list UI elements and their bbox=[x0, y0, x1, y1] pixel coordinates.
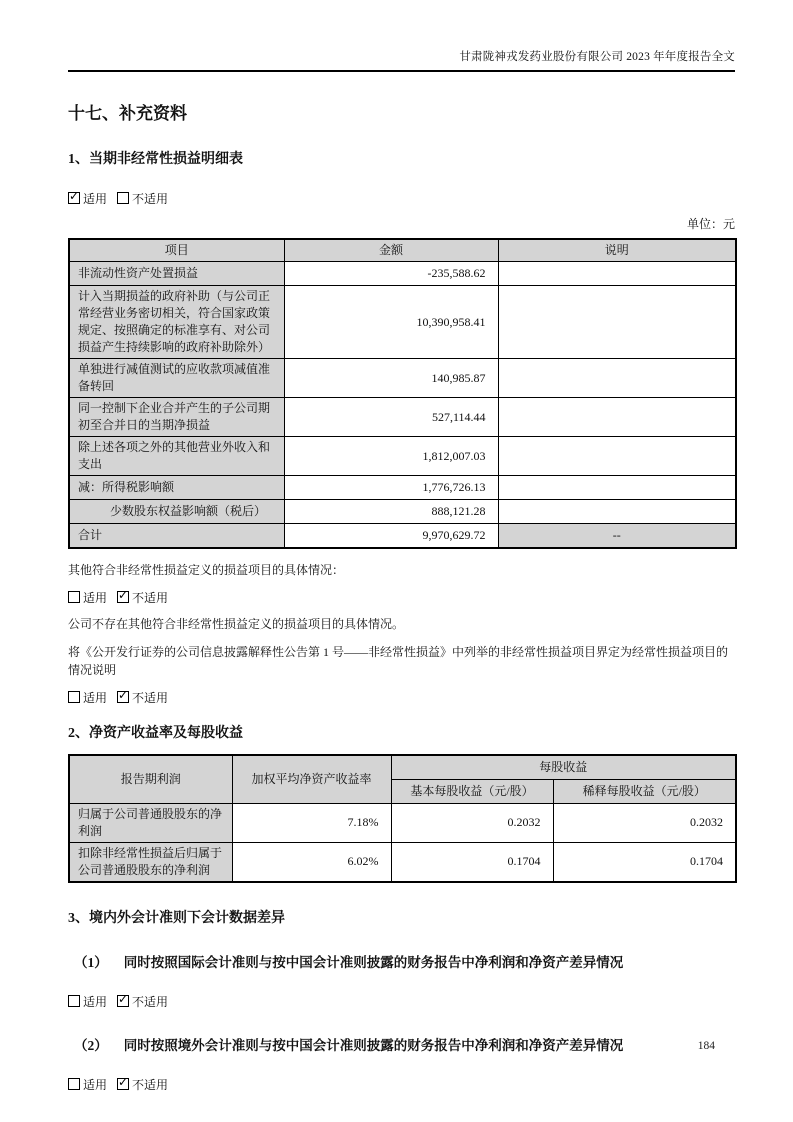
item-cell: 归属于公司普通股股东的净利润 bbox=[69, 803, 232, 842]
subsection-2-title: 2、净资产收益率及每股收益 bbox=[68, 725, 243, 741]
checkbox-checked-icon bbox=[117, 591, 129, 603]
table-header-row bbox=[69, 755, 736, 780]
diluted-eps-cell: 0.1704 bbox=[553, 842, 736, 882]
checkbox-unchecked-icon bbox=[68, 995, 80, 1007]
header-amount: 金额 bbox=[284, 239, 498, 262]
non-recurring-items-table bbox=[68, 238, 737, 549]
amount-cell: 527,114.44 bbox=[284, 398, 498, 437]
table-row bbox=[69, 437, 736, 476]
table-total-row bbox=[69, 524, 736, 549]
applicability-line-4 bbox=[68, 993, 735, 1010]
item-cell: 扣除非经常性损益后归属于公司普通股股东的净利润 bbox=[69, 842, 232, 882]
subsection-3-item-1 bbox=[74, 951, 735, 971]
roe-eps-table bbox=[68, 754, 737, 883]
item-cell: 非流动性资产处置损益 bbox=[69, 262, 284, 286]
apply-label: 适用 bbox=[83, 590, 108, 605]
not-apply-label: 不适用 bbox=[132, 994, 169, 1009]
note-cell bbox=[498, 286, 736, 359]
applicability-line-5 bbox=[68, 1076, 735, 1093]
note-cell bbox=[498, 262, 736, 286]
checkbox-unchecked-icon bbox=[68, 1078, 80, 1090]
amount-cell: 888,121.28 bbox=[284, 500, 498, 524]
table-row bbox=[69, 262, 736, 286]
apply-label: 适用 bbox=[83, 192, 108, 206]
amount-cell: 140,985.87 bbox=[284, 359, 498, 398]
note-cell bbox=[498, 398, 736, 437]
item-text: 同时按照境外会计准则与按中国会计准则披露的财务报告中净利润和净资产差异情况 bbox=[123, 1037, 624, 1053]
diluted-eps-cell: 0.2032 bbox=[553, 803, 736, 842]
table-row bbox=[69, 476, 736, 500]
note-cell bbox=[498, 500, 736, 524]
roe-cell: 6.02% bbox=[232, 842, 391, 882]
header-basic-eps: 基本每股收益（元/股） bbox=[391, 779, 553, 803]
not-apply-label: 不适用 bbox=[132, 1077, 169, 1092]
amount-cell: 1,812,007.03 bbox=[284, 437, 498, 476]
table-row bbox=[69, 842, 736, 882]
header-item: 项目 bbox=[69, 239, 284, 262]
note-cell: -- bbox=[498, 524, 736, 549]
checkbox-checked-icon bbox=[68, 192, 80, 204]
other-items-intro: 其他符合非经常性损益定义的损益项目的具体情况： bbox=[68, 563, 345, 578]
basic-eps-cell: 0.1704 bbox=[391, 842, 553, 882]
table-row bbox=[69, 500, 736, 524]
basic-eps-cell: 0.2032 bbox=[391, 803, 553, 842]
header-divider bbox=[68, 70, 735, 72]
apply-label: 适用 bbox=[83, 690, 108, 705]
section-17-title: 十七、补充资料 bbox=[68, 104, 187, 123]
not-apply-label: 不适用 bbox=[132, 192, 169, 206]
checkbox-unchecked-icon bbox=[117, 192, 129, 204]
applicability-line-2 bbox=[68, 589, 735, 606]
unit-label: 单位：元 bbox=[686, 217, 735, 231]
applicability-line-3 bbox=[68, 689, 735, 706]
header-period-profit: 报告期利润 bbox=[69, 755, 232, 804]
checkbox-checked-icon bbox=[117, 691, 129, 703]
amount-cell: 1,776,726.13 bbox=[284, 476, 498, 500]
note-cell bbox=[498, 476, 736, 500]
item-text: 同时按照国际会计准则与按中国会计准则披露的财务报告中净利润和净资产差异情况 bbox=[123, 954, 624, 970]
amount-cell: -235,588.62 bbox=[284, 262, 498, 286]
document-header-title: 甘肃陇神戎发药业股份有限公司 2023 年年度报告全文 bbox=[459, 51, 735, 63]
roe-cell: 7.18% bbox=[232, 803, 391, 842]
item-cell: 少数股东权益影响额（税后） bbox=[69, 500, 284, 524]
definition-note-text: 将《公开发行证券的公司信息披露解释性公告第 1 号——非经常性损益》中列举的非经常性损益项目界定为经常性损益项目的情况说明 bbox=[68, 644, 729, 678]
note-cell bbox=[498, 359, 736, 398]
table-row bbox=[69, 398, 736, 437]
amount-cell: 10,390,958.41 bbox=[284, 286, 498, 359]
header-eps-group: 每股收益 bbox=[391, 755, 736, 780]
amount-cell: 9,970,629.72 bbox=[284, 524, 498, 549]
table-header-row bbox=[69, 239, 736, 262]
apply-label: 适用 bbox=[83, 994, 108, 1009]
header-note: 说明 bbox=[498, 239, 736, 262]
item-cell: 同一控制下企业合并产生的子公司期初至合并日的当期净损益 bbox=[69, 398, 284, 437]
item-cell: 单独进行减值测试的应收款项减值准备转回 bbox=[69, 359, 284, 398]
not-apply-label: 不适用 bbox=[132, 590, 169, 605]
apply-label: 适用 bbox=[83, 1077, 108, 1092]
subsection-1-title: 1、当期非经常性损益明细表 bbox=[68, 152, 243, 167]
header-weighted-roe: 加权平均净资产收益率 bbox=[232, 755, 391, 804]
item-cell: 合计 bbox=[69, 524, 284, 549]
item-cell: 减：所得税影响额 bbox=[69, 476, 284, 500]
table-row bbox=[69, 803, 736, 842]
checkbox-checked-icon bbox=[117, 995, 129, 1007]
checkbox-checked-icon bbox=[117, 1078, 129, 1090]
table-row bbox=[69, 286, 736, 359]
header-diluted-eps: 稀释每股收益（元/股） bbox=[553, 779, 736, 803]
no-other-items-text: 公司不存在其他符合非经常性损益定义的损益项目的具体情况。 bbox=[68, 616, 405, 631]
subsection-3-item-2 bbox=[74, 1034, 735, 1054]
not-apply-label: 不适用 bbox=[132, 690, 169, 705]
item-number: （2） bbox=[74, 1037, 108, 1053]
note-cell bbox=[498, 437, 736, 476]
checkbox-unchecked-icon bbox=[68, 591, 80, 603]
applicability-line-1 bbox=[68, 190, 735, 207]
checkbox-unchecked-icon bbox=[68, 691, 80, 703]
item-number: （1） bbox=[74, 954, 108, 970]
item-cell: 除上述各项之外的其他营业外收入和支出 bbox=[69, 437, 284, 476]
item-cell: 计入当期损益的政府补助（与公司正常经营业务密切相关，符合国家政策规定、按照确定的标准享有、对公司损益产生持续影响的政府补助除外） bbox=[69, 286, 284, 359]
page-number: 184 bbox=[697, 1040, 715, 1052]
subsection-3-title: 3、境内外会计准则下会计数据差异 bbox=[68, 910, 285, 926]
table-row bbox=[69, 359, 736, 398]
